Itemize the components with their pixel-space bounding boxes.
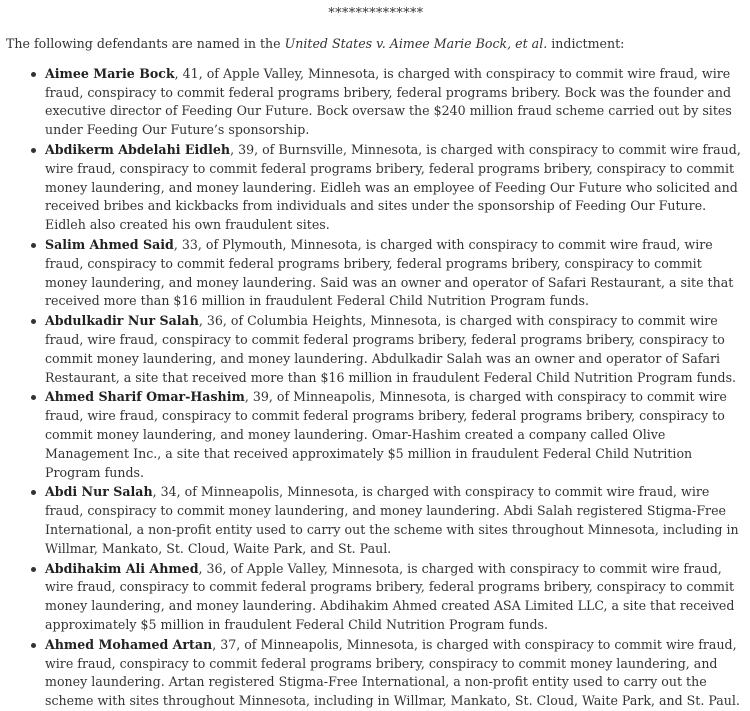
- defendant-item: [45, 636, 746, 711]
- defendant-name: Abdikerm Abdelahi Eidleh: [45, 141, 231, 157]
- defendant-item: [45, 388, 746, 482]
- defendant-name: Ahmed Mohamed Artan: [45, 636, 213, 652]
- defendant-description: , 36, of Apple Valley, Minnesota, is charged with conspiracy to commit wire fraud, wire fraud, conspiracy to commit federal programs bribery, federal programs bribery, conspiracy to commit money laundering, and money laundering. Abdihakim Ahmed created ASA Limited LLC, a site that received approximately $5 million in fraudulent Federal Child Nutrition Program funds.: [45, 560, 735, 632]
- defendant-description: , 34, of Minneapolis, Minnesota, is charged with conspiracy to commit wire fraud, wire fraud, conspiracy to commit money laundering, and money laundering. Abdi Salah registered Stigma-Free International, a non-profit entity used to carry out the scheme with sites throughout Minnesota, including in Willmar, Mankato, St. Cloud, Waite Park, and St. Paul.: [45, 484, 739, 556]
- defendant-description: , 39, of Burnsville, Minnesota, is charged with conspiracy to commit wire fraud, wire fraud, conspiracy to commit federal programs bribery, federal programs bribery, conspiracy to commit money laundering, and money laundering. Eidleh was an employee of Feeding Our Future who solicited and received bribes and kickbacks from individuals and sites under the sponsorship of Feeding Our Future. Eidleh also created his own fraudulent sites.: [45, 141, 741, 233]
- defendant-item: [45, 65, 746, 140]
- section-separator: **************: [328, 5, 424, 20]
- defendant-name: Ahmed Sharif Omar-Hashim: [45, 389, 245, 405]
- defendants-list: [6, 65, 746, 711]
- defendant-item: [45, 312, 746, 387]
- intro-before: The following defendants are named in the: [6, 36, 285, 51]
- defendant-description: , 33, of Plymouth, Minnesota, is charged with conspiracy to commit wire fraud, wire fraud, conspiracy to commit federal programs bribery, federal programs bribery, conspiracy to commit money laundering, and money laundering. Said was an owner and operator of Safari Restaurant, a site that received more than $16 million in fraudulent Federal Child Nutrition Program funds.: [45, 236, 734, 309]
- defendant-name: Abdi Nur Salah: [45, 484, 153, 500]
- defendant-name: Aimee Marie Bock: [45, 65, 175, 81]
- defendant-name: Abdihakim Ali Ahmed: [45, 560, 199, 576]
- intro-after: indictment:: [547, 36, 625, 51]
- defendant-description: , 41, of Apple Valley, Minnesota, is charged with conspiracy to commit wire fraud, wire fraud, conspiracy to commit federal programs bribery, federal programs bribery. Bock was the founder and executive director of Feeding Our Future. Bock oversaw the $240 million fraud scheme carried out by sites under Feeding Our Future’s sponsorship.: [45, 65, 732, 138]
- case-title: United States v. Aimee Marie Bock, et al.: [284, 36, 548, 51]
- defendant-item: [45, 483, 746, 558]
- defendant-item: [45, 236, 746, 311]
- defendant-description: , 39, of Minneapolis, Minnesota, is charged with conspiracy to commit wire fraud, wire fraud, conspiracy to commit federal programs bribery, federal programs bribery, conspiracy to commit money laundering, and money laundering. Omar-Hashim created a company called Olive Management Inc., a site that received approximately $5 million in fraudulent Federal Child Nutrition Program funds.: [45, 389, 727, 480]
- defendant-item: [45, 560, 746, 635]
- defendant-description: , 36, of Columbia Heights, Minnesota, is charged with conspiracy to commit wire fraud, wire fraud, conspiracy to commit federal programs bribery, federal programs bribery, conspiracy to commit money laundering, and money laundering. Abdulkadir Salah was an owner and operator of Safari Restaurant, a site that received more than $16 million in fraudulent Federal Child Nutrition Program funds.: [45, 313, 737, 385]
- defendant-name: Abdulkadir Nur Salah: [45, 313, 199, 329]
- defendant-item: [45, 141, 746, 235]
- defendant-description: , 37, of Minneapolis, Minnesota, is charged with conspiracy to commit wire fraud, wire fraud, conspiracy to commit federal programs bribery, conspiracy to commit money laundering, and money laundering. Artan registered Stigma-Free International, a non-profit entity used to carry out the scheme with sites throughout Minnesota, including in Willmar, Mankato, St. Cloud, Waite Park, and St. Paul.: [45, 636, 740, 709]
- defendant-name: Salim Ahmed Said: [45, 236, 174, 252]
- intro-paragraph: [6, 35, 746, 54]
